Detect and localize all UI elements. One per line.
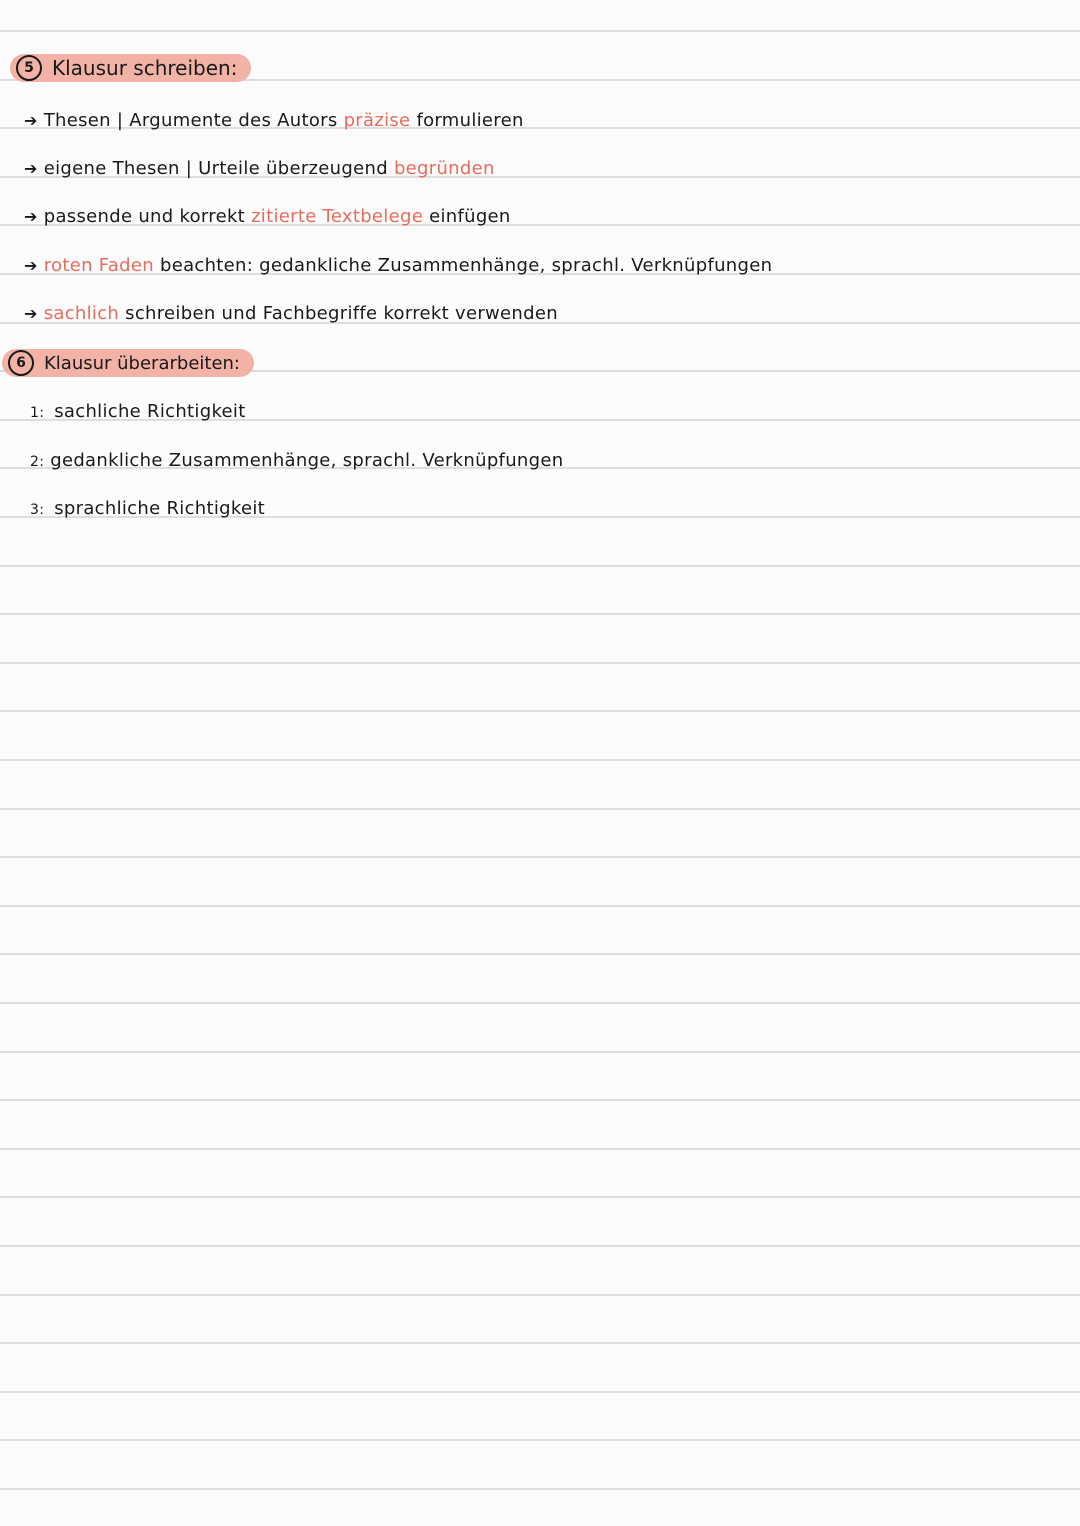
list-item: ➔ eigene Thesen | Urteile überzeugend begründen bbox=[24, 158, 495, 179]
ruled-line bbox=[0, 1488, 1080, 1490]
section-title: Klausur überarbeiten: bbox=[44, 352, 240, 374]
ruled-line bbox=[0, 856, 1080, 858]
ruled-line bbox=[0, 1051, 1080, 1053]
list-item: ➔ passende und korrekt zitierte Textbelege einfügen bbox=[24, 206, 511, 227]
list-item: 1: sachliche Richtigkeit bbox=[30, 401, 246, 422]
ruled-line bbox=[0, 1294, 1080, 1296]
section-5-heading bbox=[10, 54, 251, 82]
list-item: 3: sprachliche Richtigkeit bbox=[30, 498, 265, 519]
section-6-heading bbox=[2, 349, 254, 377]
list-item: ➔ sachlich schreiben und Fachbegriffe korrekt verwenden bbox=[24, 303, 558, 324]
list-item: ➔ roten Faden beachten: gedankliche Zusammenhänge, sprachl. Verknüpfungen bbox=[24, 255, 773, 276]
ruled-line bbox=[0, 1099, 1080, 1101]
ruled-line bbox=[0, 1002, 1080, 1004]
arrow-icon: ➔ bbox=[24, 159, 38, 178]
ruled-line bbox=[0, 1391, 1080, 1393]
section-title: Klausur schreiben: bbox=[52, 56, 238, 80]
ruled-line bbox=[0, 1439, 1080, 1441]
ruled-line bbox=[0, 1342, 1080, 1344]
ruled-line bbox=[0, 30, 1080, 32]
ruled-line bbox=[0, 905, 1080, 907]
arrow-icon: ➔ bbox=[24, 256, 38, 275]
list-item: 2: gedankliche Zusammenhänge, sprachl. Verknüpfungen bbox=[30, 450, 564, 471]
ruled-line bbox=[0, 953, 1080, 955]
ruled-line bbox=[0, 1245, 1080, 1247]
section-number: 5 bbox=[16, 55, 42, 81]
ruled-line bbox=[0, 710, 1080, 712]
ruled-line bbox=[0, 1196, 1080, 1198]
ruled-line bbox=[0, 662, 1080, 664]
arrow-icon: ➔ bbox=[24, 304, 38, 323]
arrow-icon: ➔ bbox=[24, 111, 38, 130]
ruled-line bbox=[0, 1148, 1080, 1150]
ruled-line bbox=[0, 613, 1080, 615]
ruled-line bbox=[0, 808, 1080, 810]
list-item: ➔ Thesen | Argumente des Autors präzise formulieren bbox=[24, 110, 524, 131]
arrow-icon: ➔ bbox=[24, 207, 38, 226]
ruled-line bbox=[0, 759, 1080, 761]
ruled-line bbox=[0, 565, 1080, 567]
section-number: 6 bbox=[8, 350, 34, 376]
